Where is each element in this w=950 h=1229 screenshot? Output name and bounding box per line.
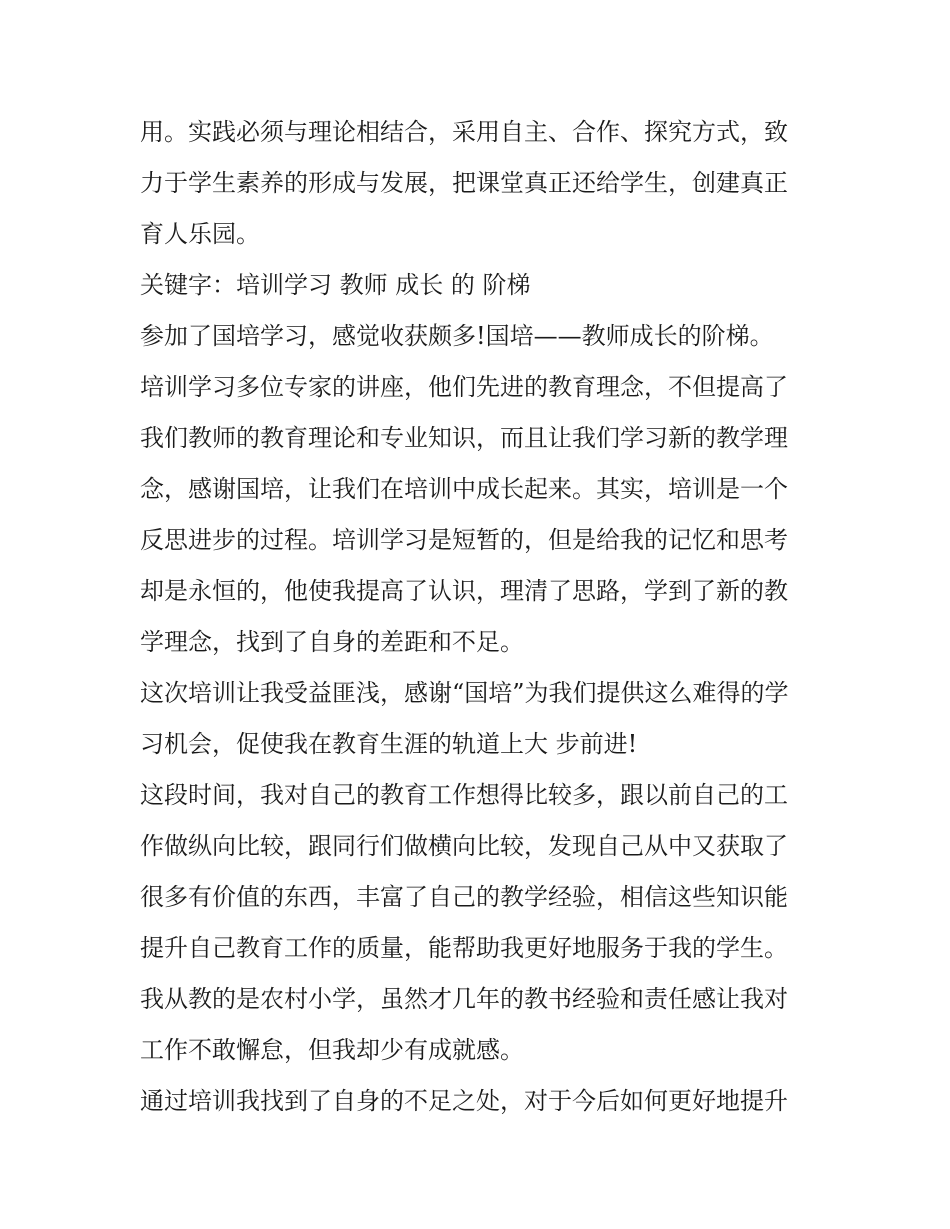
text-line: 我们教师的教育理论和专业知识，而且让我们学习新的教学理 bbox=[140, 424, 788, 452]
text-line: 力于学生素养的形成与发展，把课堂真正还给学生，创建真正 bbox=[140, 169, 788, 197]
text-line: 作做纵向比较，跟同行们做横向比较，发现自己从中又获取了 bbox=[140, 832, 788, 860]
text-line: 却是永恒的，他使我提高了认识，理清了思路，学到了新的教 bbox=[140, 577, 788, 605]
text-line: 通过培训我找到了自身的不足之处，对于今后如何更好地提升 bbox=[140, 1087, 788, 1115]
text-line: 我从教的是农村小学，虽然才几年的教书经验和责任感让我对 bbox=[140, 985, 788, 1013]
text-line: 这次培训让我受益匪浅，感谢“国培”为我们提供这么难得的学 bbox=[140, 679, 789, 707]
text-line: 念，感谢国培，让我们在培训中成长起来。其实，培训是一个 bbox=[140, 475, 788, 503]
text-line: 参加了国培学习，感觉收获颇多!国培——教师成长的阶梯。 bbox=[140, 322, 774, 350]
text-line: 这段时间，我对自己的教育工作想得比较多，跟以前自己的工 bbox=[140, 781, 788, 809]
text-line: 习机会，促使我在教育生涯的轨道上大 步前进! bbox=[140, 730, 638, 758]
keywords-line: 关键字：培训学习 教师 成长 的 阶梯 bbox=[140, 271, 531, 299]
text-line: 培训学习多位专家的讲座，他们先进的教育理念，不但提高了 bbox=[140, 373, 788, 401]
text-line: 提升自己教育工作的质量，能帮助我更好地服务于我的学生。 bbox=[140, 934, 788, 962]
text-line: 很多有价值的东西，丰富了自己的教学经验，相信这些知识能 bbox=[140, 883, 788, 911]
text-line: 工作不敢懈怠，但我却少有成就感。 bbox=[140, 1036, 524, 1064]
text-line: 用。实践必须与理论相结合，采用自主、合作、探究方式，致 bbox=[140, 118, 788, 146]
text-line: 反思进步的过程。培训学习是短暂的，但是给我的记忆和思考 bbox=[140, 526, 788, 554]
text-line: 育人乐园。 bbox=[140, 220, 260, 248]
document-body bbox=[140, 107, 820, 1127]
text-line: 学理念，找到了自身的差距和不足。 bbox=[140, 628, 524, 656]
